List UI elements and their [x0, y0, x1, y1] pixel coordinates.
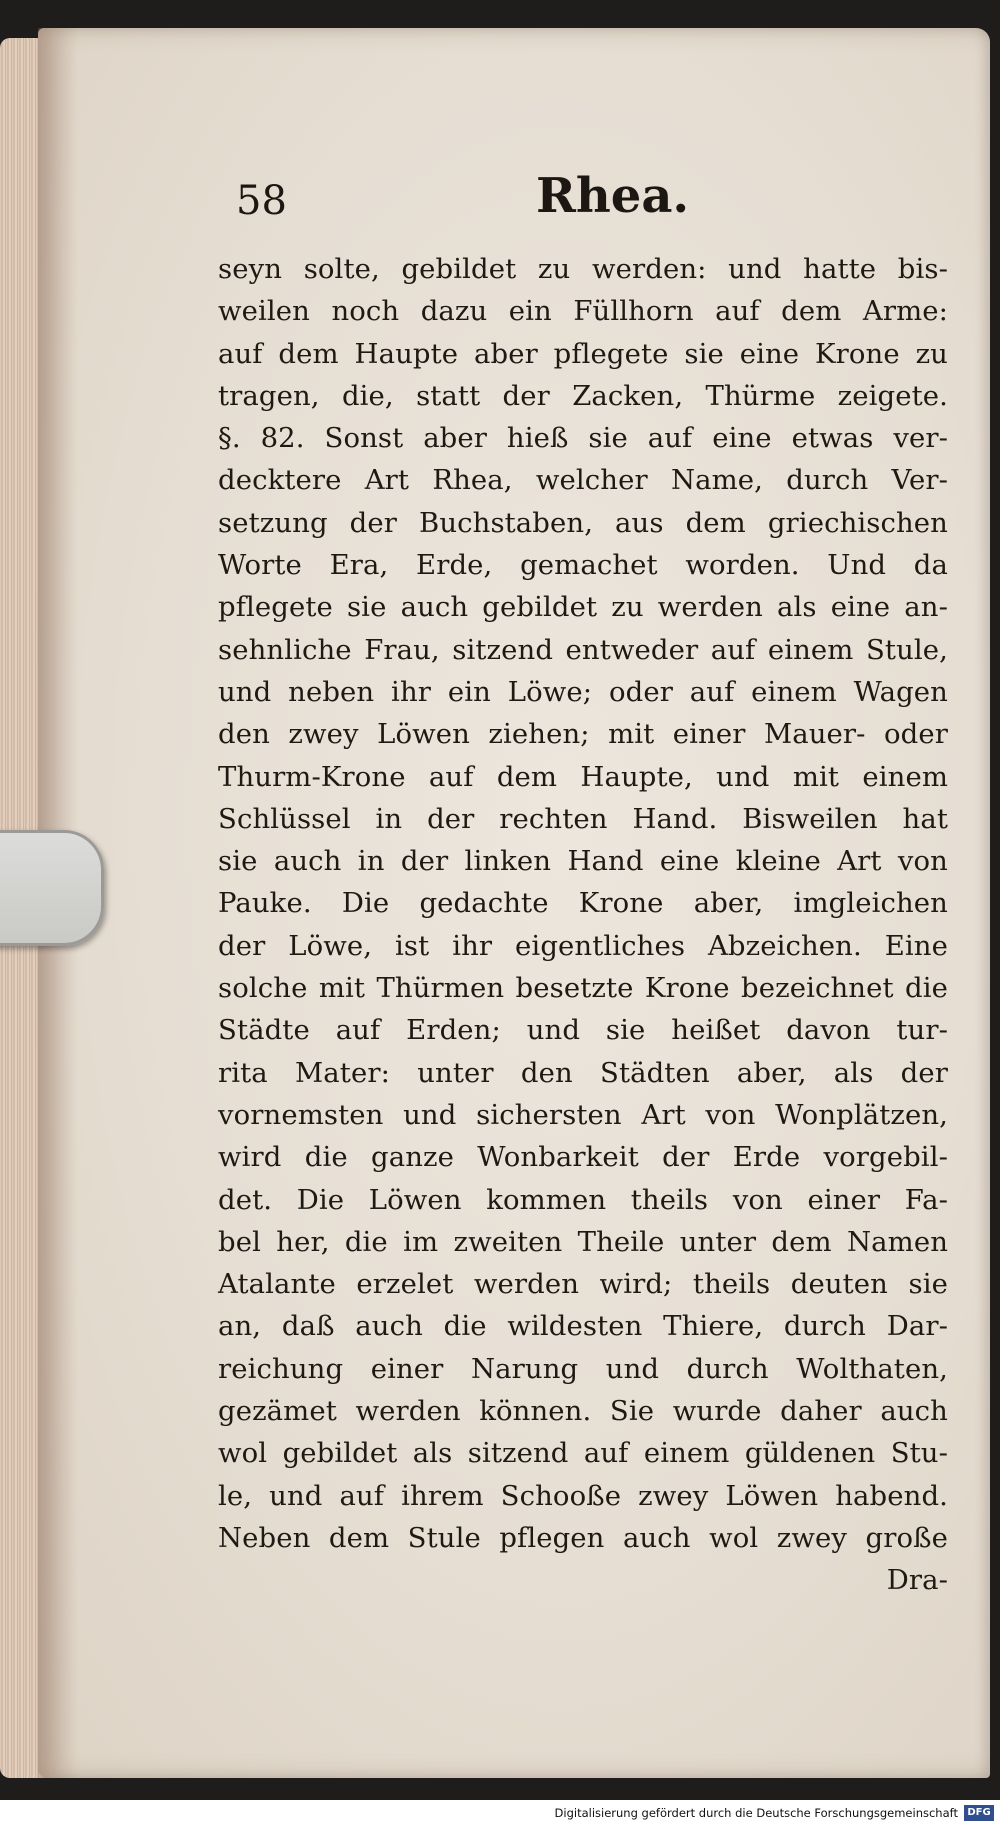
text-line: setzung der Buchstaben, aus dem griechischen	[218, 506, 948, 539]
text-line: reichung einer Narung und durch Wolthaten,	[218, 1352, 948, 1385]
text-line: Thurm-Krone auf dem Haupte, und mit einem	[218, 760, 948, 793]
body-text	[218, 248, 948, 1602]
text-line: den zwey Löwen ziehen; mit einer Mauer- oder	[218, 718, 948, 751]
dfg-logo-icon: DFG	[964, 1805, 994, 1821]
text-line: wol gebildet als sitzend auf einem güldenen Stu-	[218, 1437, 948, 1470]
text-line: sie auch in der linken Hand eine kleine Art von	[218, 845, 948, 878]
text-line: pflegete sie auch gebildet zu werden als eine an-	[218, 591, 948, 624]
text-line: weilen noch dazu ein Füllhorn auf dem Arme:	[218, 295, 948, 328]
text-line: §. 82. Sonst aber hieß sie auf eine etwas ver-	[218, 422, 948, 455]
text-line: Pauke. Die gedachte Krone aber, imgleichen	[218, 887, 948, 920]
text-line: tragen, die, statt der Zacken, Thürme zeigete.	[218, 379, 948, 412]
text-line: wird die ganze Wonbarkeit der Erde vorgebil-	[218, 1141, 948, 1174]
running-head	[236, 168, 956, 238]
digitization-footer	[0, 1800, 1000, 1828]
page-number: 58	[236, 178, 287, 224]
text-line: auf dem Haupte aber pflegete sie eine Krone zu	[218, 337, 948, 370]
text-line: sehnliche Frau, sitzend entweder auf einem Stule,	[218, 633, 948, 666]
text-line: Neben dem Stule pflegen auch wol zwey große	[218, 1521, 948, 1554]
text-line: det. Die Löwen kommen theils von einer Fa-	[218, 1183, 948, 1216]
text-line: bel her, die im zweiten Theile unter dem Namen	[218, 1225, 948, 1258]
running-title: Rhea.	[536, 168, 690, 224]
text-line: solche mit Thürmen besetzte Krone bezeichnet die	[218, 972, 948, 1005]
text-line: decktere Art Rhea, welcher Name, durch Ver-	[218, 464, 948, 497]
text-line: Städte auf Erden; und sie heißet davon tur-	[218, 1014, 948, 1047]
text-line: Worte Era, Erde, gemachet worden. Und da	[218, 549, 948, 582]
catchword: Dra-	[886, 1564, 948, 1597]
text-line: vornemsten und sichersten Art von Wonplätzen,	[218, 1098, 948, 1131]
text-line: seyn solte, gebildet zu werden: und hatte bis-	[218, 253, 948, 285]
text-line: und neben ihr ein Löwe; oder auf einem Wagen	[218, 675, 948, 708]
text-line: rita Mater: unter den Städten aber, als der	[218, 1056, 948, 1089]
funding-credit: Digitalisierung gefördert durch die Deutsche Forschungsgemeinschaft	[554, 1806, 958, 1820]
text-line: der Löwe, ist ihr eigentliches Abzeichen. Eine	[218, 929, 948, 962]
text-line: an, daß auch die wildesten Thiere, durch Dar-	[218, 1310, 948, 1343]
text-line: Atalante erzelet werden wird; theils deuten sie	[218, 1268, 948, 1301]
text-line: le, und auf ihrem Schooße zwey Löwen habend.	[218, 1479, 948, 1512]
text-line: gezämet werden können. Sie wurde daher auch	[218, 1395, 948, 1428]
page-clip	[0, 830, 104, 946]
text-line: Schlüssel in der rechten Hand. Bisweilen hat	[218, 802, 948, 835]
